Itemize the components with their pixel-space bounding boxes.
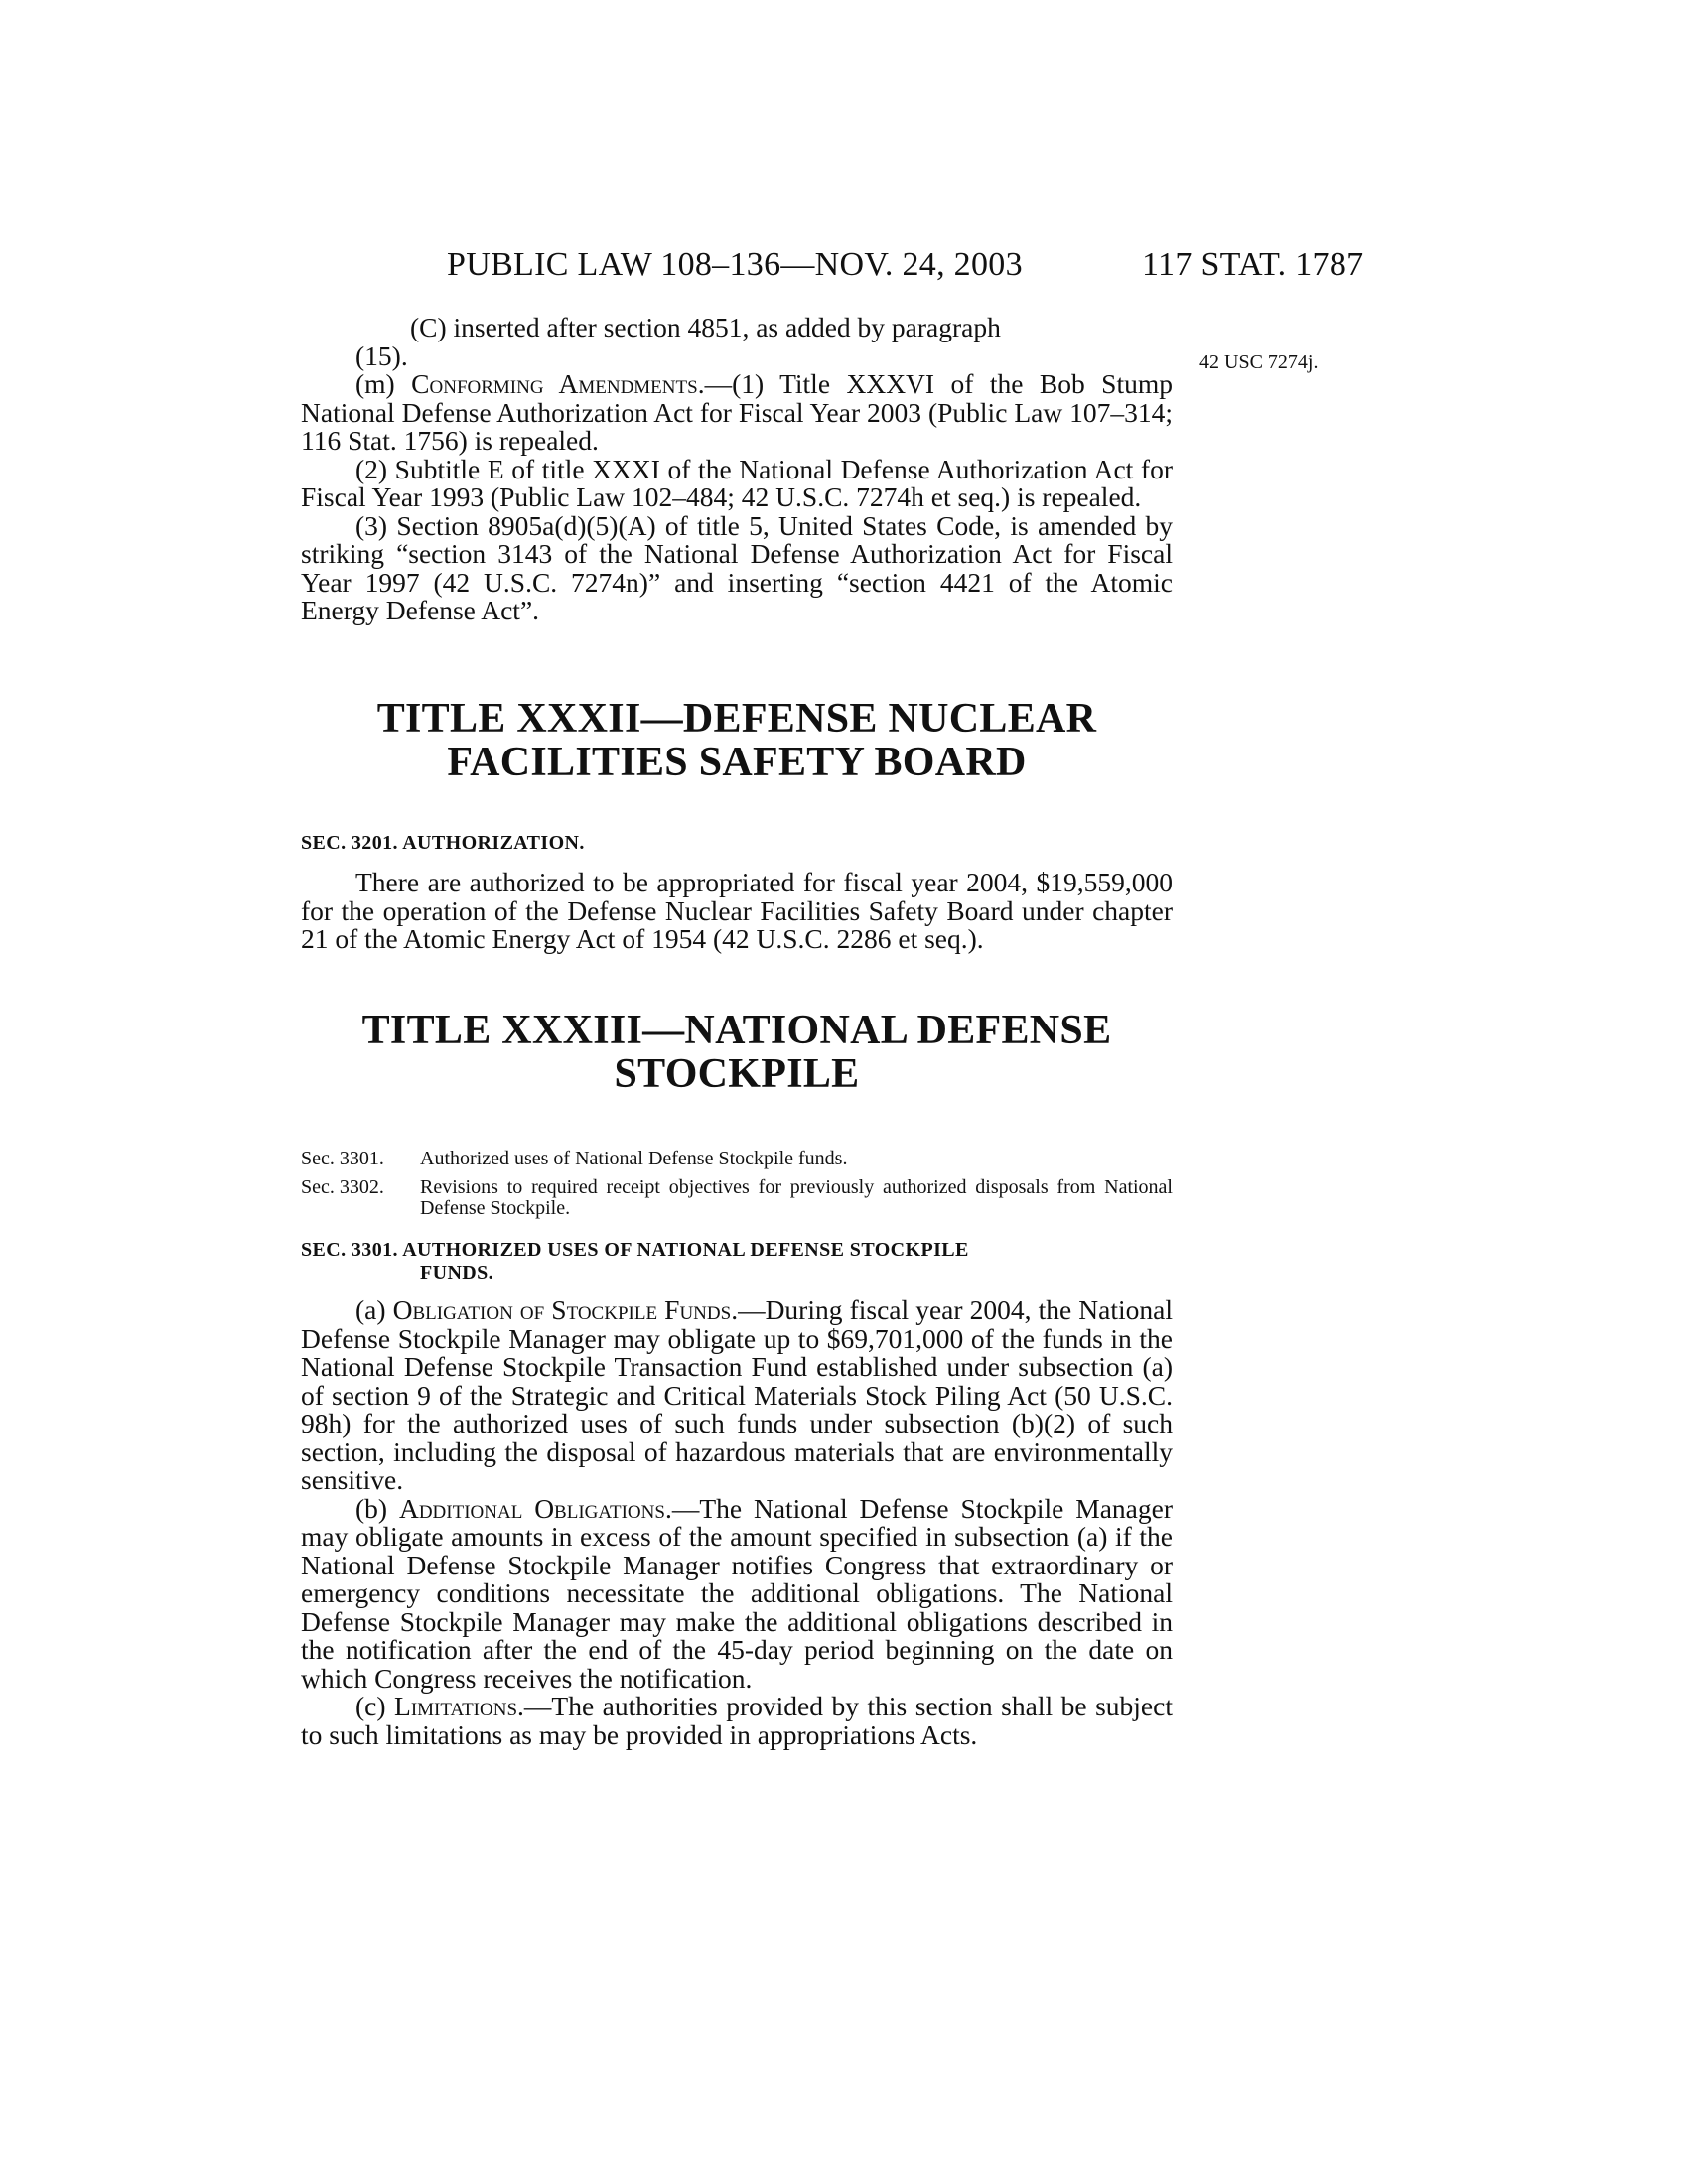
title-xxxii-line1: TITLE XXXII—DEFENSE NUCLEAR (376, 696, 1097, 742)
paragraph-c-item (301, 314, 1173, 370)
sec-3201-heading: SEC. 3201. AUTHORIZATION. (301, 832, 585, 854)
sec-3301-heading (301, 1239, 1173, 1285)
c-heading: Limitations (394, 1691, 518, 1721)
toc-entry-number: Sec. 3301. (301, 1148, 384, 1169)
sec-3201-text: There are authorized to be appropriated for fiscal year 2004, $19,559,000 for the operation of the Defense Nuclear Facilities Safety Board under chapter 21 of the Atomic Energy Act of 1954 (42 U.S.C. 2286 et seq.). (301, 867, 1173, 954)
toc-entry-text: Authorized uses of National Defense Stockpile funds. (420, 1148, 848, 1169)
subsection-a (301, 1297, 1173, 1495)
title-xxxiii-line2: STOCKPILE (614, 1051, 860, 1097)
paragraph-2: (2) Subtitle E of title XXXI of the National Defense Authorization Act for Fiscal Year 1993 (Public Law 102–484; 42 U.S.C. 7274h et seq.) is repealed. (301, 453, 1173, 512)
m-label: (m) (355, 368, 412, 399)
conforming-amendments-block (301, 314, 1173, 625)
table-of-contents (301, 1149, 1173, 1227)
subsection-c (301, 1693, 1173, 1749)
m-text: .—(1) Title XXXVI of the Bob Stump National Defense Authorization Act for Fiscal Year 2003 (Public Law 107–314; 116 Stat. 1756) is repealed. (301, 368, 1173, 456)
title-xxxiii-line1: TITLE XXXIII—NATIONAL DEFENSE (361, 1008, 1112, 1053)
sec-3201-block (301, 832, 1173, 954)
a-heading: Obligation of Stockpile Funds (392, 1295, 732, 1325)
title-xxxii-heading (301, 697, 1173, 784)
c-text: .—The authorities provided by this section shall be subject to such limitations as may be provided in appropriations Acts. (301, 1691, 1173, 1750)
b-heading: Additional Obligations (398, 1492, 665, 1524)
b-label: (b) (355, 1492, 399, 1524)
paragraph-3: (3) Section 8905a(d)(5)(A) of title 5, United States Code, is amended by striking “section 3143 of the National Defense Authorization Act for Fiscal Year 1997 (42 U.S.C. 7274n)” and inserting “section 4421 of the Atomic Energy Defense Act”. (301, 509, 1173, 625)
c-item-text: (C) inserted after section 4851, as added by paragraph (410, 312, 1001, 342)
title-xxxii-line2: FACILITIES SAFETY BOARD (447, 740, 1027, 785)
c-item-continuation: (15). (355, 340, 408, 371)
running-head: PUBLIC LAW 108–136—NOV. 24, 2003 (447, 246, 1023, 283)
toc-entry-text: Revisions to required receipt objectives for previously authorized disposals from National Defense Stockpile. (420, 1176, 1173, 1219)
subsection-b (301, 1492, 1174, 1694)
sec-3301-heading-line2: FUNDS. (420, 1262, 494, 1284)
stat-page-number: 117 STAT. 1787 (1142, 246, 1364, 283)
sec-3301-heading-line1: SEC. 3301. AUTHORIZED USES OF NATIONAL DEFENSE STOCKPILE (301, 1239, 969, 1261)
a-label: (a) (355, 1295, 393, 1325)
sec-3301-block (301, 1239, 1173, 1749)
title-xxxiii-heading (301, 1009, 1173, 1096)
m-heading: Conforming Amendments (411, 368, 698, 399)
c-label: (c) (355, 1691, 395, 1721)
b-text: .—The National Defense Stockpile Manager may obligate amounts in excess of the amount specified in subsection (a) if the National Defense Stockpile Manager notifies Congress that extraordinary or emergency conditions necessitate the additional obligations. The National Defense Stockpile Manager may make the additional obligations described in the notification after the end of the 45-day period beginning on the date on which Congress receives the notification. (301, 1492, 1174, 1694)
toc-entry-number: Sec. 3302. (301, 1176, 384, 1198)
margin-note: 42 USC 7274j. (1199, 351, 1319, 373)
toc-entry (301, 1149, 1173, 1169)
toc-entry (301, 1177, 1173, 1219)
paragraph-m (301, 370, 1173, 456)
a-text: .—During fiscal year 2004, the National Defense Stockpile Manager may obligate up to $69,701,000 of the funds in the National Defense Stockpile Transaction Fund established under subsection (a) of section 9 of the Strategic and Critical Materials Stock Piling Act (50 U.S.C. 98h) for the authorized uses of such funds under subsection (b)(2) of such section, including the disposal of hazardous materials that are environmentally sensitive. (301, 1295, 1173, 1495)
